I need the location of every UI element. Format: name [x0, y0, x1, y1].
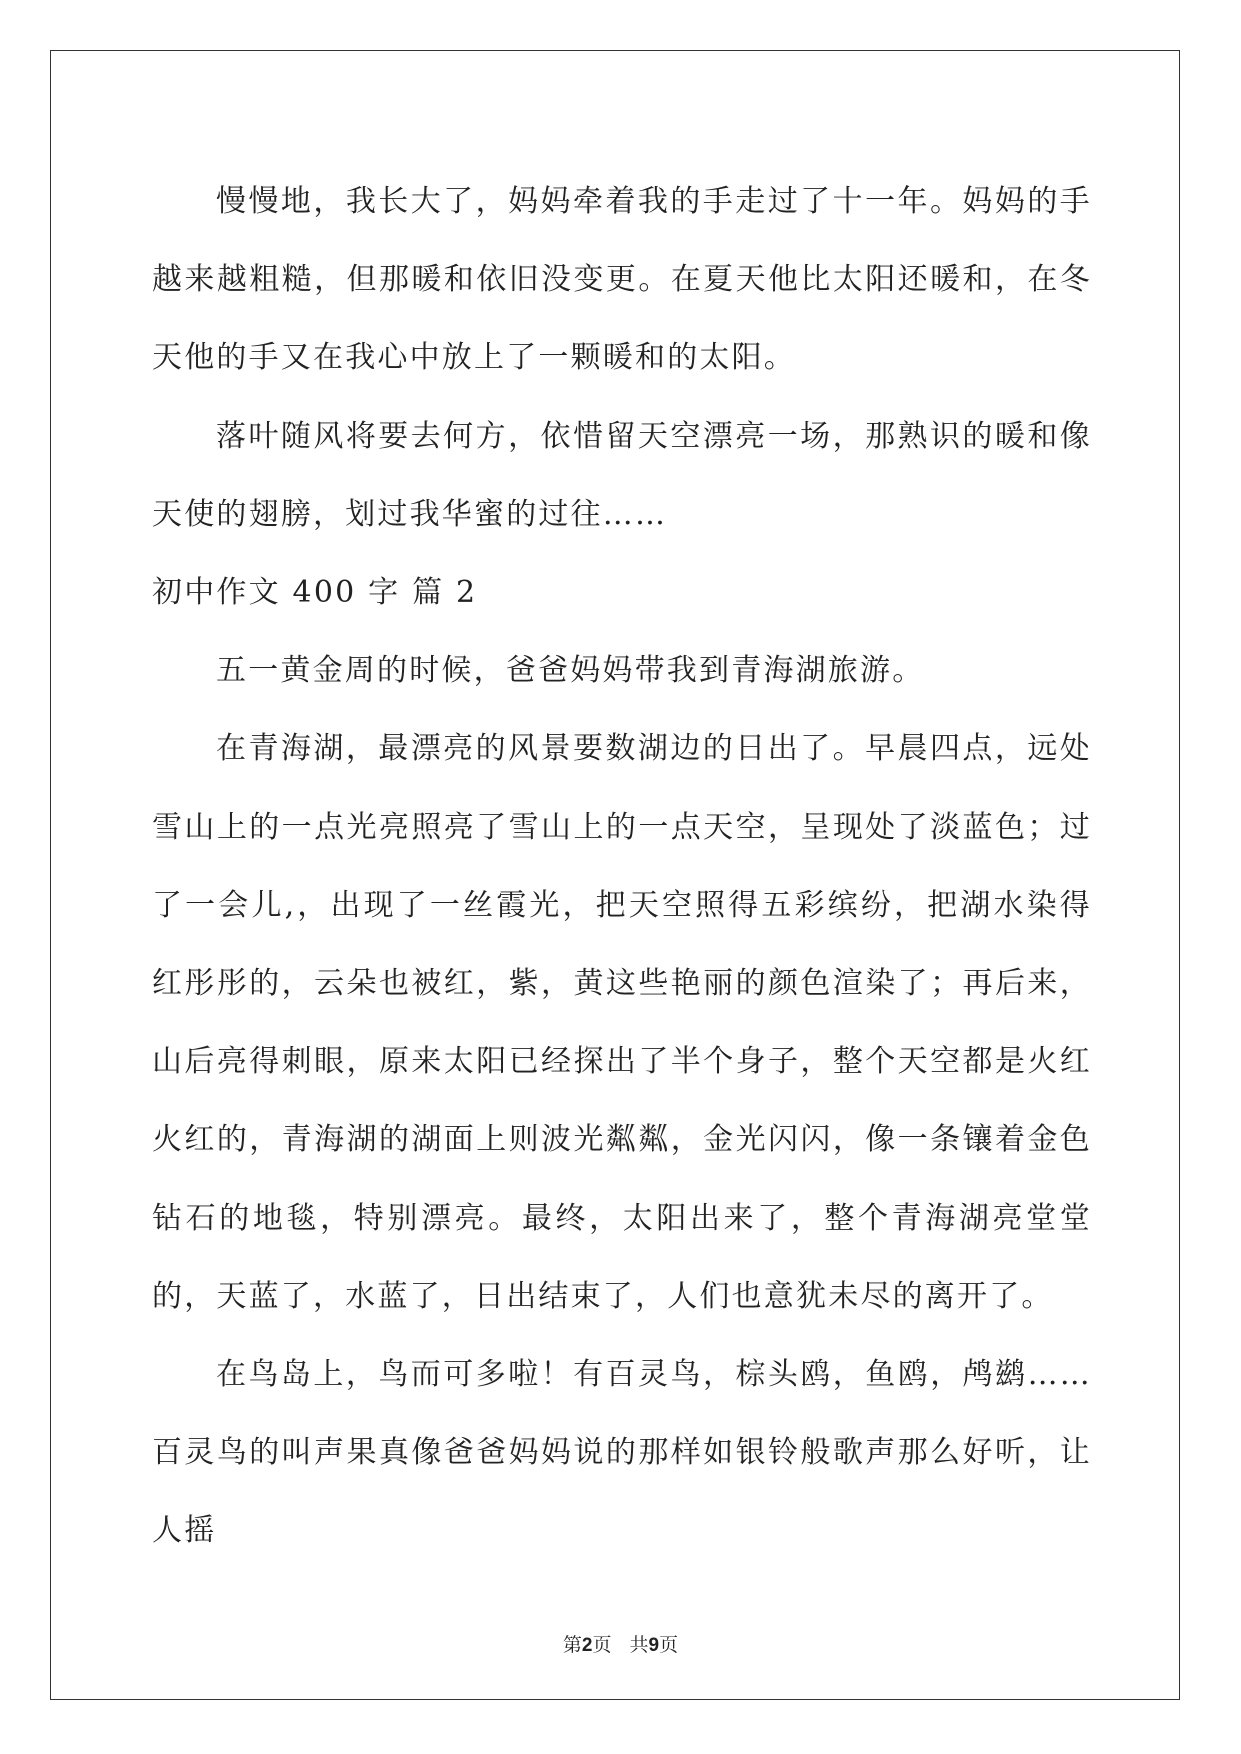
document-body	[152, 163, 1092, 1571]
paragraph-3: 五一黄金周的时候，爸爸妈妈带我到青海湖旅游。	[216, 653, 925, 689]
total-page-number: 9	[648, 1635, 660, 1656]
paragraph-4: 在青海湖，最漂亮的风景要数湖边的日出了。早晨四点，远处雪山上的一点光亮照亮了雪山上的一点天空，呈现处了淡蓝色；过了一会儿,，出现了一丝霞光，把天空照得五彩缤纷，把湖水染得红彤彤的，云朵也被红，紫，黄这些艳丽的颜色渲染了；再后来，山后亮得刺眼，原来太阳已经探出了半个身子，整个天空都是火红火红的，青海湖的湖面上则波光粼粼，金光闪闪，像一条镶着金色钻石的地毯，特别漂亮。最终，太阳出来了，整个青海湖亮堂堂的，天蓝了，水蓝了，日出结束了，人们也意犹未尽的离开了。	[152, 731, 1092, 1314]
footer-page-unit: 页	[592, 1634, 612, 1656]
footer-total-prefix: 共	[629, 1634, 649, 1656]
paragraph-1: 慢慢地，我长大了，妈妈牵着我的手走过了十一年。妈妈的手越来越粗糙，但那暖和依旧没变更。在夏天他比太阳还暖和，在冬天他的手又在我心中放上了一颗暖和的太阳。	[152, 184, 1092, 376]
footer-total-unit: 页	[659, 1634, 679, 1656]
footer-prefix: 第	[562, 1634, 582, 1656]
paragraph-2: 落叶随风将要去何方，依惜留天空漂亮一场，那熟识的暖和像天使的翅膀，划过我华蜜的过往……	[152, 418, 1092, 532]
current-page-number: 2	[581, 1635, 593, 1656]
section-heading: 初中作文 400 字 篇 2	[152, 575, 478, 611]
paragraph-5: 在鸟岛上，鸟而可多啦！有百灵鸟，棕头鸥，鱼鸥，鸬鹚……百灵鸟的叫声果真像爸爸妈妈说的那样如银铃般歌声那么好听，让人摇	[152, 1357, 1092, 1549]
page-footer	[0, 1630, 1241, 1657]
